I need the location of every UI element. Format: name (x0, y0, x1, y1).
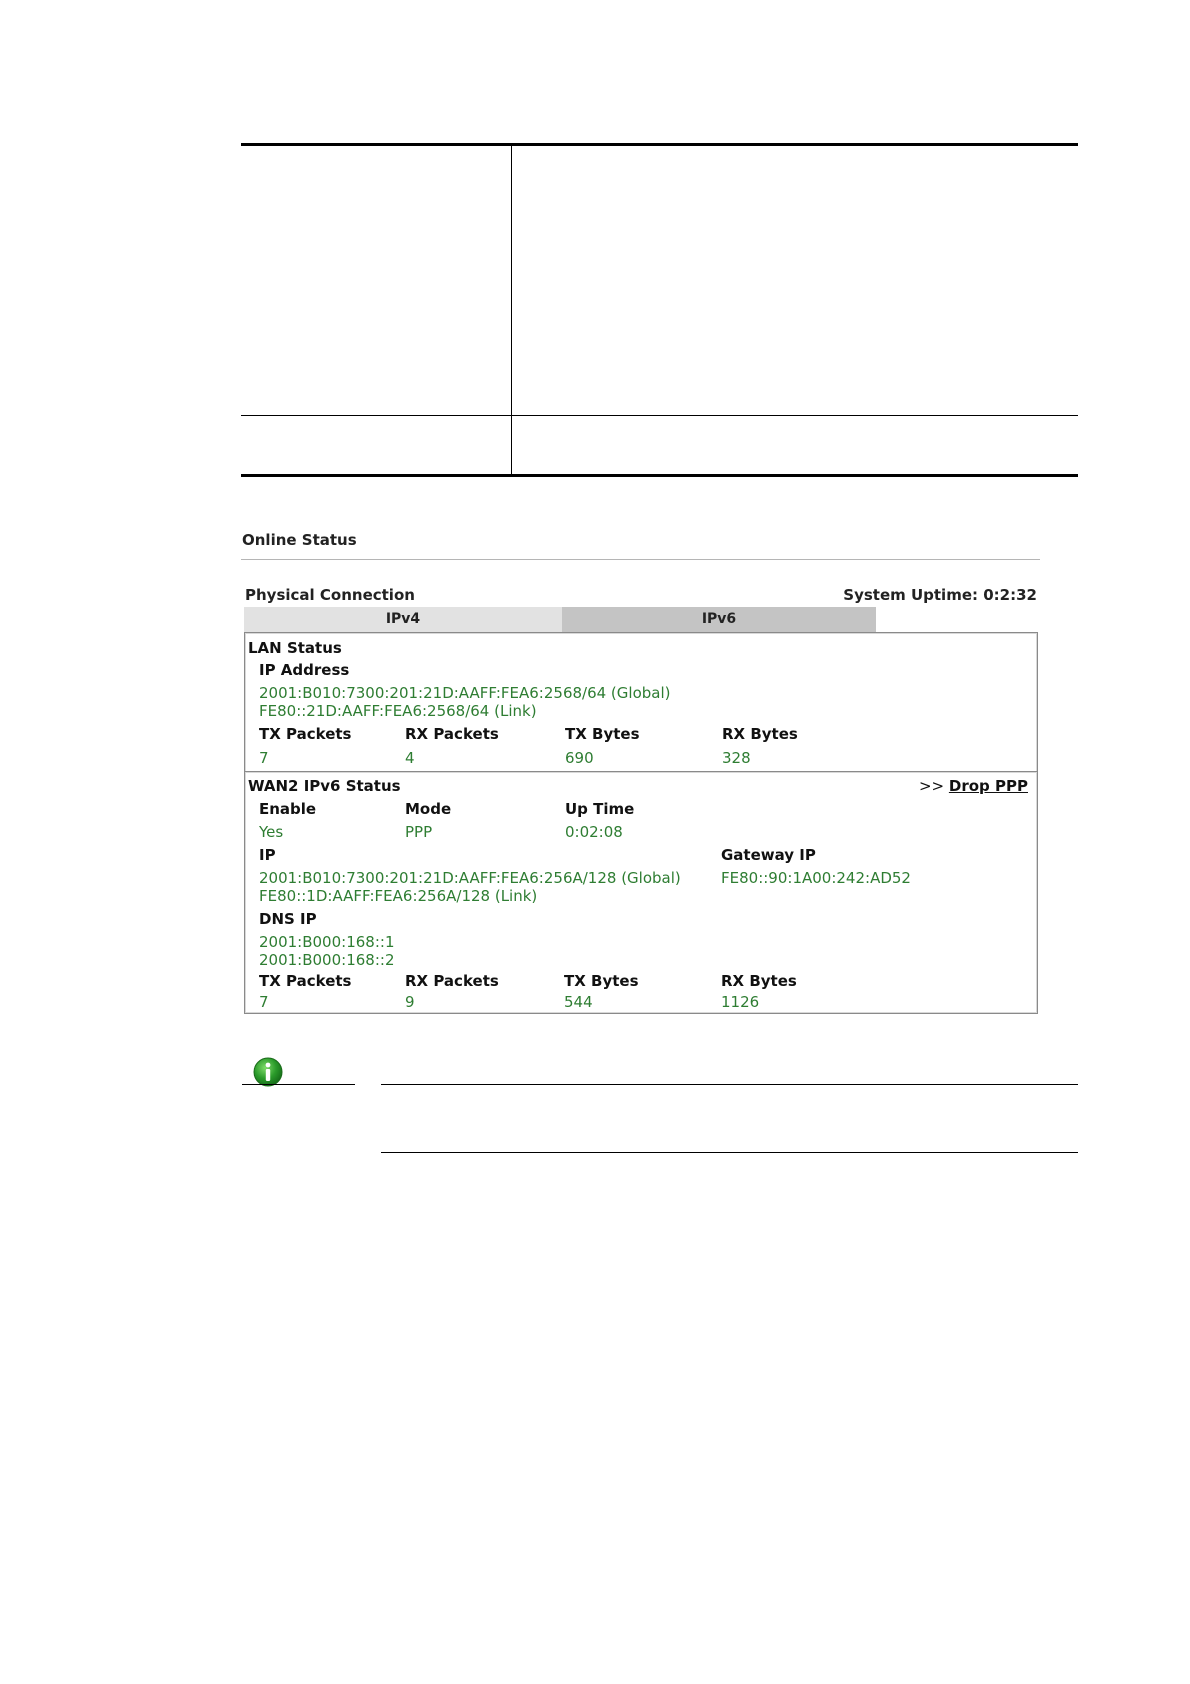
wan-rx-bytes-header: RX Bytes (721, 972, 797, 990)
manual-table (241, 143, 1078, 477)
lan-tx-bytes-value: 690 (565, 749, 594, 767)
table-top-rule (241, 143, 1078, 146)
table-row-divider (241, 415, 1078, 416)
drop-ppp-arrows: >> (918, 777, 945, 795)
wan-tx-bytes-header: TX Bytes (564, 972, 639, 990)
wan-enable-value: Yes (259, 823, 284, 841)
info-icon (253, 1057, 283, 1087)
lan-rx-bytes-header: RX Bytes (722, 725, 798, 743)
wan-gateway-value: FE80::90:1A00:242:AD52 (721, 869, 911, 887)
lan-rx-packets-header: RX Packets (405, 725, 499, 743)
wan-status-title: WAN2 IPv6 Status (248, 777, 401, 795)
physical-connection-label: Physical Connection (245, 586, 415, 604)
wan-mode-value: PPP (405, 823, 433, 841)
wan-rx-packets-value: 9 (405, 993, 415, 1011)
lan-ip-address-label: IP Address (259, 661, 350, 679)
note-rule-left (242, 1084, 355, 1085)
lan-rx-bytes-value: 328 (722, 749, 751, 767)
wan-uptime-label: Up Time (565, 800, 635, 818)
wan-gateway-label: Gateway IP (721, 846, 816, 864)
wan-ip-global: 2001:B010:7300:201:21D:AAFF:FEA6:256A/128 (Global) (259, 869, 681, 887)
wan-dns-2: 2001:B000:168::2 (259, 951, 395, 969)
lan-status-title: LAN Status (248, 639, 342, 657)
lan-tx-bytes-header: TX Bytes (565, 725, 640, 743)
note-rule-bottom (381, 1152, 1078, 1153)
system-uptime (843, 586, 1037, 604)
lan-ip-global: 2001:B010:7300:201:21D:AAFF:FEA6:2568/64 (Global) (259, 684, 671, 702)
wan-dns-1: 2001:B000:168::1 (259, 933, 395, 951)
note-rule-top (381, 1084, 1078, 1085)
protocol-tabs (244, 607, 1036, 632)
table-bottom-rule (241, 474, 1078, 477)
lan-tx-packets-value: 7 (259, 749, 269, 767)
drop-ppp-link-group (919, 777, 1028, 795)
lan-status-box (244, 632, 1038, 776)
page-title: Online Status (242, 531, 357, 549)
wan-dns-label: DNS IP (259, 910, 317, 928)
wan-enable-label: Enable (259, 800, 317, 818)
wan-rx-packets-header: RX Packets (405, 972, 499, 990)
drop-ppp-link[interactable]: Drop PPP (948, 777, 1028, 795)
wan-tx-packets-value: 7 (259, 993, 269, 1011)
wan-rx-bytes-value: 1126 (721, 993, 760, 1011)
lan-tx-packets-header: TX Packets (259, 725, 352, 743)
wan-tx-bytes-value: 544 (564, 993, 593, 1011)
wan-tx-packets-header: TX Packets (259, 972, 352, 990)
wan-mode-label: Mode (405, 800, 452, 818)
wan-ip-label: IP (259, 846, 276, 864)
system-uptime-label: System Uptime: (843, 586, 979, 604)
table-column-divider (511, 143, 512, 477)
tab-ipv6[interactable]: IPv6 (562, 607, 876, 632)
wan-status-box (244, 771, 1038, 1014)
title-divider (241, 559, 1040, 560)
wan-ip-link: FE80::1D:AAFF:FEA6:256A/128 (Link) (259, 887, 538, 905)
tab-ipv4[interactable]: IPv4 (244, 607, 562, 632)
wan-uptime-value: 0:02:08 (565, 823, 623, 841)
system-uptime-value: 0:2:32 (983, 586, 1037, 604)
lan-ip-link: FE80::21D:AAFF:FEA6:2568/64 (Link) (259, 702, 537, 720)
lan-rx-packets-value: 4 (405, 749, 415, 767)
